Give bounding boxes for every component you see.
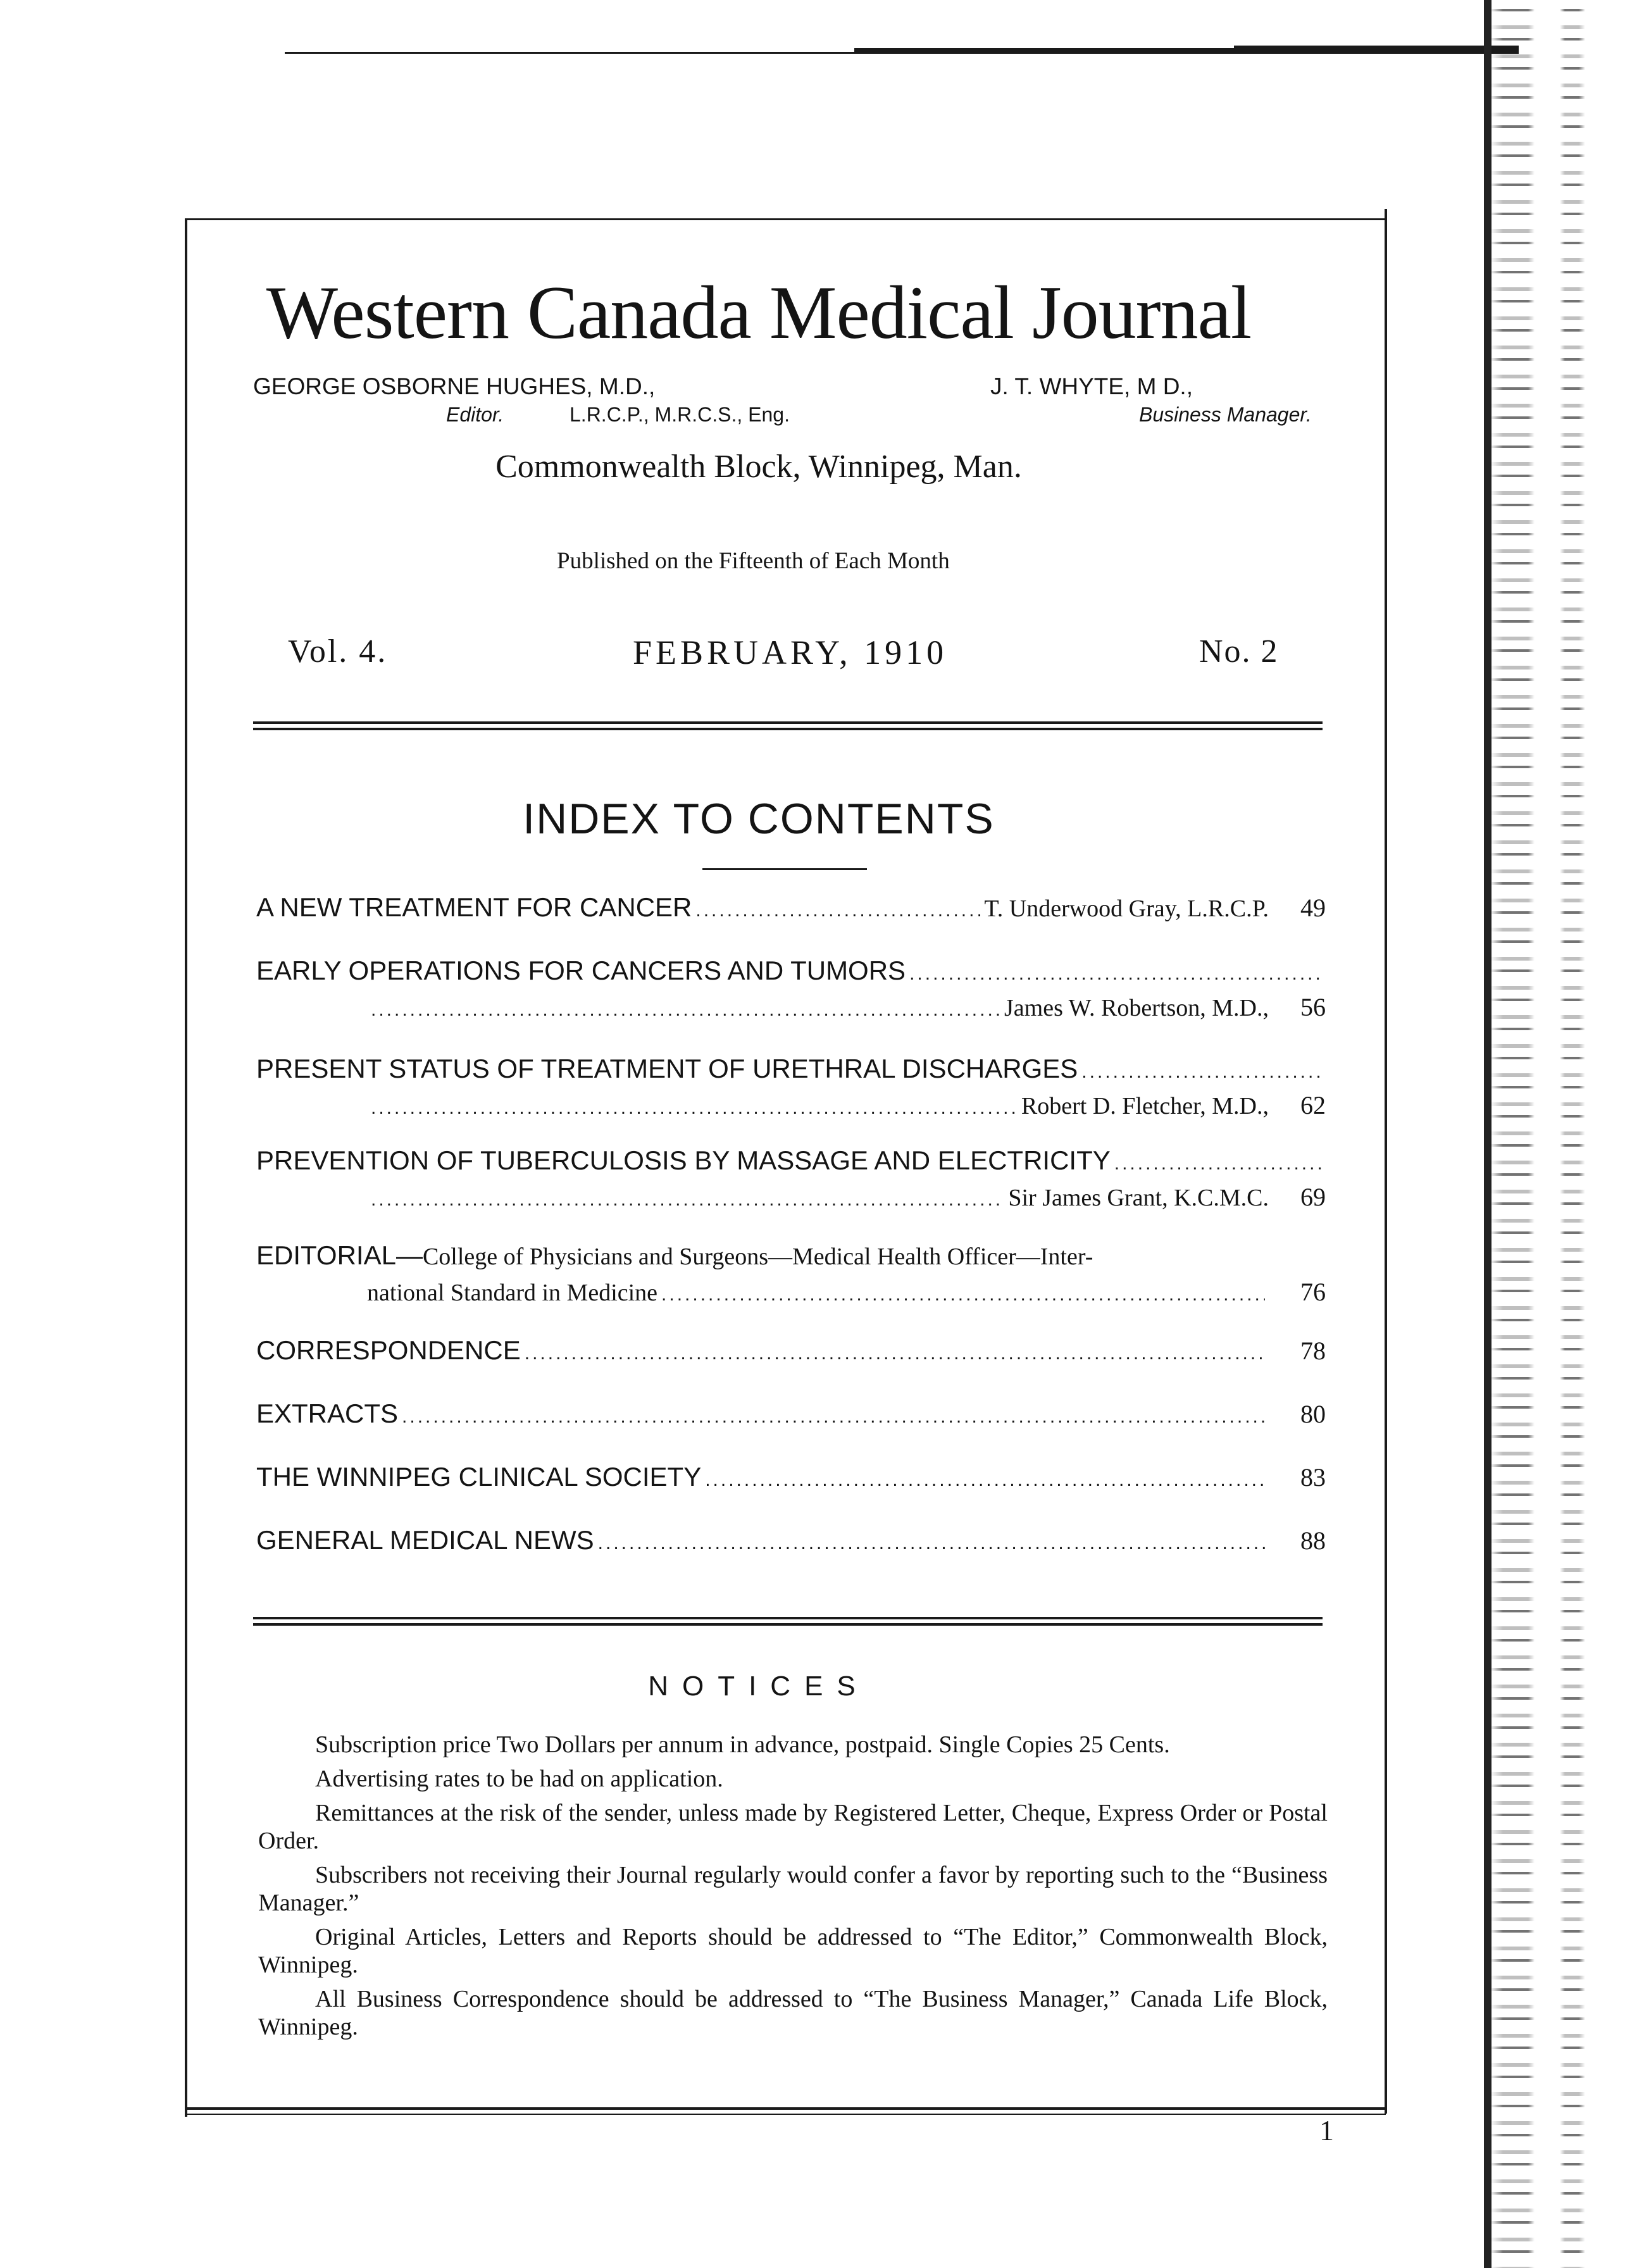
notice-paragraph: Subscribers not receiving their Journal regularly would confer a favor by reporting such to the “Business Manager.”	[258, 1862, 1328, 1916]
editor-role: Editor.	[446, 403, 504, 426]
notices-heading: NOTICES	[648, 1671, 869, 1702]
toc-page: 88	[1300, 1526, 1326, 1555]
toc-title: EDITORIAL—	[256, 1240, 423, 1270]
frame-bottom-inner	[185, 2114, 1386, 2115]
manager-name: J. T. WHYTE, M D.,	[990, 373, 1193, 399]
frame-left	[185, 218, 187, 2117]
toc-title: PRESENT STATUS OF TREATMENT OF URETHRAL DISCHARGES	[256, 1054, 1078, 1083]
toc-title: THE WINNIPEG CLINICAL SOCIETY	[256, 1462, 702, 1492]
toc-page: 80	[1300, 1400, 1326, 1428]
toc-author: Sir James Grant, K.C.M.C.	[1008, 1185, 1269, 1211]
publication-schedule: Published on the Fifteenth of Each Month	[557, 548, 950, 574]
issue-date: FEBRUARY, 1910	[633, 633, 948, 671]
toc-leader	[402, 1406, 1265, 1428]
toc-leader	[909, 963, 1322, 985]
toc-entry	[256, 1399, 1326, 1429]
toc-subtitle: College of Physicians and Surgeons—Medical Health Officer—Inter-	[422, 1243, 1093, 1270]
frame-bottom	[185, 2107, 1386, 2110]
toc-leader	[1114, 1153, 1322, 1174]
toc-page: 56	[1300, 993, 1326, 1021]
toc-title: EXTRACTS	[256, 1399, 399, 1428]
toc-page: 78	[1300, 1336, 1326, 1365]
toc-leader	[371, 999, 1000, 1021]
toc-entry	[256, 1145, 1326, 1212]
index-bottom-double-rule	[253, 1617, 1323, 1626]
editor-credentials: L.R.C.P., M.R.C.S., Eng.	[570, 403, 790, 426]
header-double-rule	[253, 721, 1323, 730]
toc-leader	[598, 1533, 1265, 1554]
toc-entry	[256, 1335, 1326, 1366]
top-scan-rule	[285, 46, 1519, 54]
toc-leader	[525, 1343, 1265, 1364]
toc-leader	[661, 1284, 1265, 1305]
toc-author: Robert D. Fletcher, M.D.,	[1021, 1093, 1269, 1119]
toc-author: T. Underwood Gray, L.R.C.P.	[984, 895, 1269, 922]
notice-paragraph: Remittances at the risk of the sender, unless made by Registered Letter, Cheque, Express Order or Postal Order.	[258, 1800, 1328, 1854]
journal-address: Commonwealth Block, Winnipeg, Man.	[495, 449, 1022, 485]
toc-entry	[256, 892, 1326, 923]
toc-leader	[371, 1189, 1004, 1211]
page-number: 1	[1319, 2114, 1334, 2146]
notices-body	[258, 1731, 1328, 2047]
toc-page: 49	[1300, 894, 1326, 922]
toc-title: CORRESPONDENCE	[256, 1335, 521, 1365]
toc-page: 69	[1300, 1183, 1326, 1211]
toc-entry	[256, 1525, 1326, 1555]
toc-author: James W. Robertson, M.D.,	[1004, 995, 1269, 1021]
toc-leader	[705, 1469, 1265, 1491]
toc-page: 62	[1300, 1091, 1326, 1119]
journal-title: Western Canada Medical Journal	[266, 270, 1252, 354]
toc-entry-editorial	[256, 1240, 1326, 1307]
toc-title: GENERAL MEDICAL NEWS	[256, 1525, 594, 1555]
notice-paragraph: Original Articles, Letters and Reports should be addressed to “The Editor,” Commonwealth Block, Winnipeg.	[258, 1924, 1328, 1978]
notice-paragraph: All Business Correspondence should be addressed to “The Business Manager,” Canada Life Block, Winnipeg.	[258, 1986, 1328, 2040]
frame-right	[1385, 209, 1387, 2114]
toc-entry	[256, 956, 1326, 1022]
toc-page: 76	[1300, 1278, 1326, 1306]
toc-title: EARLY OPERATIONS FOR CANCERS AND TUMORS	[256, 956, 906, 985]
toc-leader	[1081, 1061, 1322, 1083]
issue-number: No. 2	[1199, 633, 1279, 670]
toc-entry	[256, 1462, 1326, 1492]
editor-name: GEORGE OSBORNE HUGHES, M.D.,	[253, 373, 656, 399]
volume-label: Vol. 4.	[288, 633, 388, 670]
toc-entry	[256, 1054, 1326, 1120]
frame-top	[185, 218, 1386, 220]
index-divider	[702, 868, 867, 870]
toc-leader	[371, 1097, 1018, 1119]
toc-leader	[695, 900, 980, 921]
notice-paragraph: Advertising rates to be had on application.	[315, 1766, 723, 1792]
manager-role: Business Manager.	[1139, 403, 1312, 426]
index-heading: INDEX TO CONTENTS	[523, 795, 995, 843]
toc-title: A NEW TREATMENT FOR CANCER	[256, 892, 692, 922]
toc-subtitle-cont: national Standard in Medicine	[367, 1280, 658, 1306]
toc-page: 83	[1300, 1463, 1326, 1492]
toc-title: PREVENTION OF TUBERCULOSIS BY MASSAGE AND ELECTRICITY	[256, 1145, 1111, 1175]
notice-paragraph: Subscription price Two Dollars per annum in advance, postpaid. Single Copies 25 Cents.	[315, 1731, 1170, 1758]
